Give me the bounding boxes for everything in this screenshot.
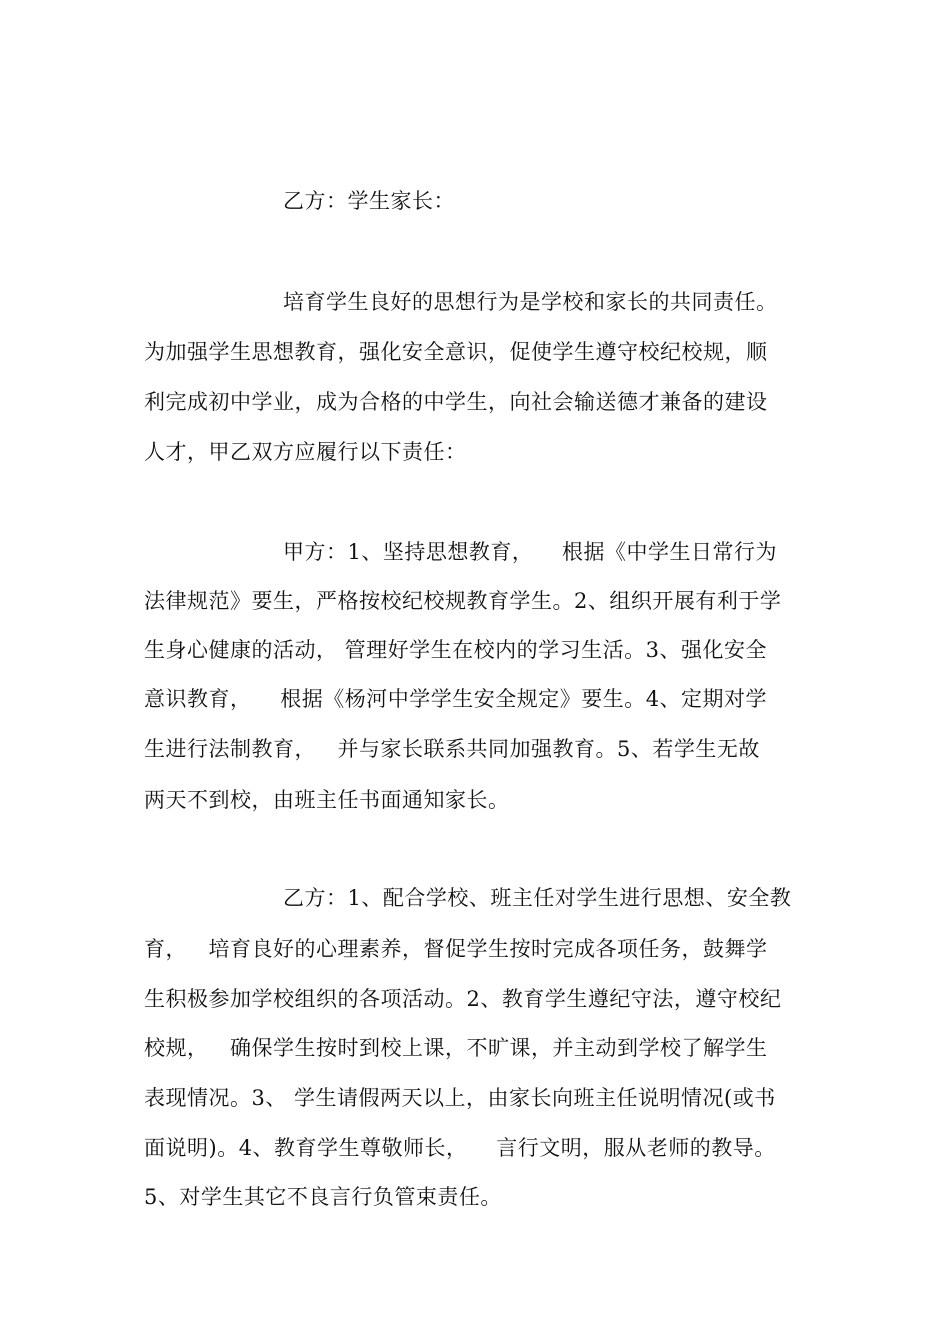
party-b-line-7: 5、对学生其它不良言行负管束责任。 [144,1185,502,1209]
party-a-line-6: 两天不到校，由班主任书面通知家长。 [144,788,510,812]
party-a-line-4: 意识教育， 根据《杨河中学学生安全规定》要生。4、定期对学 [144,687,768,711]
intro-line-1: 培育学生良好的思想行为是学校和家长的共同责任。 [283,290,778,314]
intro-line-3: 利完成初中学业，成为合格的中学生，向社会输送德才兼备的建设 [144,390,768,414]
party-a-line-3: 生身心健康的活动， 管理好学生在校内的学习生活。3、强化安全 [144,638,768,662]
intro-line-4: 人才，甲乙双方应履行以下责任： [144,440,467,464]
heading-party-b-parents: 乙方：学生家长： [283,189,455,213]
party-b-line-1: 乙方：1、配合学校、班主任对学生进行思想、安全教 [283,886,792,910]
party-b-line-6: 面说明)。4、教育学生尊敬师长， 言行文明，服从老师的教导。 [144,1136,776,1160]
party-b-line-5: 表现情况。3、 学生请假两天以上，由家长向班主任说明情况(或书 [144,1086,776,1110]
party-b-line-2: 育， 培育良好的心理素养，督促学生按时完成各项任务，鼓舞学 [144,937,768,961]
party-a-line-5: 生进行法制教育， 并与家长联系共同加强教育。5、若学生无故 [144,737,760,761]
party-a-line-2: 法律规范》要生，严格按校纪校规教育学生。2、组织开展有利于学 [144,589,782,613]
party-a-line-1: 甲方：1、坚持思想教育， 根据《中学生日常行为 [283,540,778,564]
party-b-line-4: 校规， 确保学生按时到校上课，不旷课，并主动到学校了解学生 [144,1036,768,1060]
intro-line-2: 为加强学生思想教育，强化安全意识，促使学生遵守校纪校规，顺 [144,340,768,364]
party-b-line-3: 生积极参加学校组织的各项活动。2、教育学生遵纪守法，遵守校纪 [144,987,782,1011]
